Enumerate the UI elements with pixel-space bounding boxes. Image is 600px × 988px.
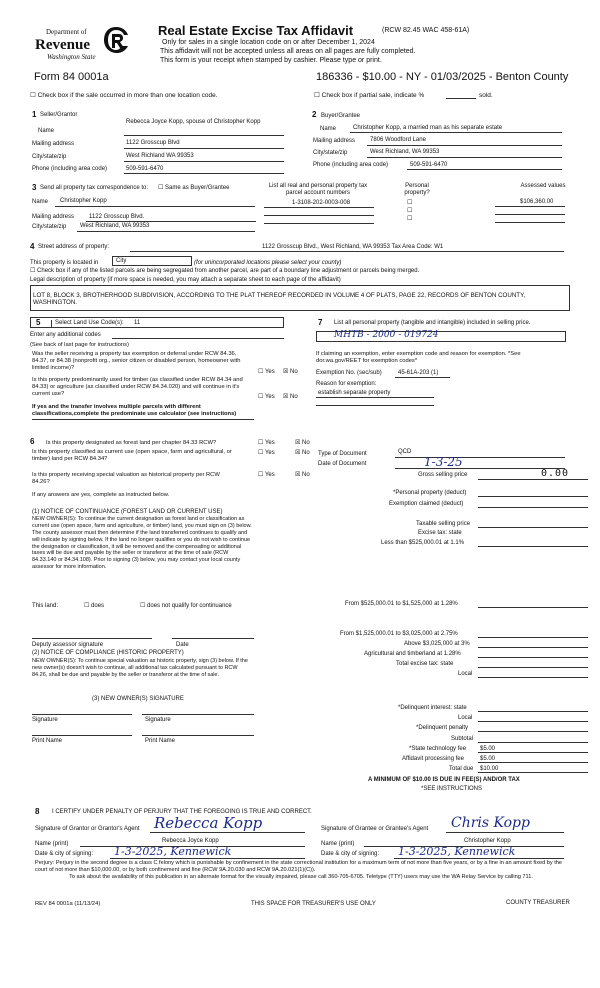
- q1-yes-checkbox[interactable]: ☐ Yes: [258, 369, 275, 375]
- section-6-number: 6: [30, 437, 35, 446]
- total-due[interactable]: $10.00: [480, 766, 499, 772]
- grantee-signature-line: [446, 832, 564, 833]
- assessed-line-2: [495, 214, 565, 215]
- total-due-label: Total due: [449, 766, 474, 772]
- revenue-emblem-icon: [102, 25, 130, 55]
- same-as-buyer-checkbox[interactable]: ☐ Same as Buyer/Grantee: [158, 185, 230, 191]
- exemption-number[interactable]: 45-61A-203 (1): [398, 370, 439, 376]
- grantor-name-label: Name (print): [35, 841, 69, 847]
- seller-address[interactable]: 1122 Grosscup Blvd: [126, 140, 180, 146]
- document-date-label: Date of Document: [318, 461, 367, 467]
- answers-note: If any answers are yes, complete as instructed below.: [32, 492, 170, 498]
- exemption-number-line: [395, 377, 450, 378]
- reason-label: Reason for exemption:: [316, 381, 377, 387]
- street-address[interactable]: 1122 Grosscup Blvd., West Richland, WA 99353 Tax Area Code: W1: [262, 244, 444, 250]
- land-use-label: Select Land Use Code(s):: [51, 320, 124, 327]
- bracket-3-line[interactable]: [478, 637, 588, 638]
- exemption-deduct-label: Exemption claimed (deduct): [389, 501, 464, 507]
- historic-question: Is this property receiving special valuation as historical property per RCW 84.26?: [32, 472, 220, 485]
- current-use-yes-checkbox[interactable]: ☐ Yes: [258, 450, 275, 456]
- bracket-2-line[interactable]: [478, 607, 588, 608]
- logo-line-1: Department of: [46, 28, 87, 36]
- local-line[interactable]: [478, 677, 588, 678]
- q2-yes-label: Yes: [264, 394, 275, 400]
- county-treasurer-label: COUNTY TREASURER: [506, 900, 570, 906]
- buyer-name-line: [350, 132, 562, 133]
- corr-name-label: Name: [32, 199, 49, 205]
- q1-no-label: No: [290, 369, 298, 375]
- recording-stamp: 186336 - $10.00 - NY - 01/03/2025 - Benton County: [316, 71, 569, 83]
- seller-name-line: [124, 135, 284, 136]
- owner-signature-label-1: Signature: [32, 717, 58, 723]
- logo-line-2: Revenue: [35, 37, 90, 53]
- section-5-number: 5: [36, 318, 41, 327]
- located-label: This property is located in: [30, 260, 99, 266]
- subtotal-label: Subtotal: [451, 736, 474, 742]
- forest-yes-checkbox[interactable]: ☐ Yes: [258, 440, 275, 446]
- perjury-notice: Perjury: Perjury in the second degree is a class C felony which is punishable by confinement in the state correctional institution for a maximum term of not more than five years, or by a fine in an amount fixed by the court of not more than $10,000.00, or by both confinement and fine (RCW 9A.20.030 and RCW 9A.20.021(1)(C)).: [35, 860, 563, 873]
- historic-yes-checkbox[interactable]: ☐ Yes: [258, 472, 275, 478]
- dor-logo: [30, 24, 130, 68]
- bracket-3-label: From $1,525,000.01 to $3,025,000 at 2.75%: [340, 631, 458, 637]
- seller-addr-line: [124, 148, 284, 149]
- bracket-2-label: From $525,000.01 to $1,525,000 at 1.28%: [345, 601, 458, 607]
- subtotal-line[interactable]: [478, 742, 588, 743]
- segregated-checkbox[interactable]: ☐ Check box if any of the listed parcels are being segregated from another parcel, are part of a boundary line adjustment or parcels being merged.: [30, 268, 420, 274]
- subtitle-1: Only for sales in a single location code on or after December 1, 2024: [162, 39, 375, 46]
- document-date-line: [395, 468, 565, 469]
- current-use-no-label: No: [302, 450, 310, 456]
- section-2-number: 2: [312, 110, 317, 119]
- tech-fee-label: *State technology fee: [409, 746, 467, 752]
- agricultural-line[interactable]: [478, 657, 588, 658]
- sold-label: sold.: [479, 92, 493, 99]
- grantor-signature[interactable]: Rebecca Kopp: [154, 814, 263, 832]
- land-does-label: does: [91, 603, 105, 609]
- q2-no-label: No: [290, 394, 298, 400]
- parcel-line-1: [264, 207, 374, 208]
- minimum-due-note: A MINIMUM OF $10.00 IS DUE IN FEE(S) AND/OR TAX: [368, 777, 520, 783]
- grantor-date-line: [110, 858, 305, 859]
- deputy-signature-label: Deputy assessor signature: [32, 642, 104, 648]
- located-note: (for unincorporated locations please select your county): [194, 260, 342, 266]
- personal-deduct-label: *Personal property (deduct): [393, 490, 467, 496]
- personal-checkbox-2[interactable]: ☐: [407, 208, 413, 214]
- forest-question: Is this property designated as forest land per chapter 84.33 RCW?: [46, 440, 217, 446]
- buyer-address[interactable]: 7806 Woodford Lane: [370, 137, 426, 143]
- processing-fee[interactable]: $5.00: [480, 756, 496, 762]
- grantee-date-city[interactable]: 1-3-2025, Kennewick: [398, 845, 516, 858]
- buyer-name-label: Name: [320, 126, 337, 132]
- form-revision: REV 84 0001a (11/13/24): [35, 901, 101, 907]
- section-8-number: 8: [35, 807, 40, 816]
- delinquent-penalty-line[interactable]: [478, 731, 588, 732]
- notice-continuance-title: (1) NOTICE OF CONTINUANCE (FOREST LAND OR CURRENT USE): [32, 509, 223, 515]
- delinquent-state-line[interactable]: [478, 711, 588, 712]
- processing-fee-label: Affidavit processing fee: [402, 756, 464, 762]
- grantor-date-city[interactable]: 1-3-2025, Kennewick: [114, 845, 232, 858]
- buyer-city[interactable]: West Richland, WA 99353: [370, 149, 440, 155]
- owner-print-label-1: Print Name: [32, 738, 63, 744]
- see-back-note: (See back of last page for instructions): [30, 342, 129, 348]
- exemption-deduct-line[interactable]: [478, 507, 588, 508]
- agricultural-label: Agricultural and timberland at 1.28%: [364, 651, 461, 657]
- additional-codes-label: Enter any additional codes: [30, 332, 101, 338]
- grantor-signature-label: Signature of Grantor or Grantor's Agent: [35, 826, 140, 832]
- total-state-line[interactable]: [478, 667, 588, 668]
- legal-description[interactable]: LOT 8, BLOCK 3, BROTHERHOOD SUBDIVISION, ACCORDING TO THE PLAT THEREOF RECORDED IN VOLUME 4 OF PLATS, PAGE 22, RECORDS OF BENTON COUNTY, WASHINGTON.: [30, 285, 570, 311]
- assessed-line-3: [495, 222, 565, 223]
- local-label: Local: [458, 671, 473, 677]
- buyer-name[interactable]: Christopher Kopp, a married man as his separate estate: [353, 125, 503, 131]
- seller-name-label: Name: [38, 128, 55, 134]
- location-value: City: [116, 258, 127, 264]
- land-does-not-checkbox[interactable]: ☐ does not qualify for continuance: [140, 603, 232, 609]
- parcel-header: List all real and personal property tax parcel account numbers: [268, 183, 368, 197]
- tech-fee-line: [478, 752, 588, 753]
- assessed-line-1: [495, 206, 565, 207]
- section-7-number: 7: [318, 318, 323, 327]
- grantee-date-label: Date & city of signing:: [321, 851, 380, 857]
- bracket-1-label: Less than $525,000.01 at 1.1%: [381, 540, 465, 546]
- corr-addr-line: [86, 221, 256, 222]
- grantee-signature[interactable]: Chris Kopp: [451, 815, 530, 831]
- partial-percent-field[interactable]: [446, 91, 476, 99]
- personal-checkbox-1[interactable]: ☐: [407, 200, 413, 206]
- document-date[interactable]: 1-3-25: [424, 455, 463, 469]
- corr-city-label: City/state/zip: [32, 224, 67, 230]
- grantee-date-line: [394, 858, 564, 859]
- grantor-date-label: Date & city of signing:: [35, 851, 94, 857]
- corr-addr-label: Mailing address: [32, 214, 75, 220]
- processing-fee-line: [478, 762, 588, 763]
- q1-no-checkbox[interactable]: ☒ No: [283, 369, 298, 375]
- accessibility-notice: To ask about the availability of this publication in an alternate format for the visually impaired, please call 360-705-6705. Teletype (TTY) users may use the WA Relay Service by calling 711.: [69, 874, 533, 880]
- notice-compliance-text: NEW OWNER(S): To continue special valuation as historic property, sign (3) below. If the new owner(s) doesn't wish to continue, all additional tax calculated pursuant to RCW 84.26, shall be due and payable by the seller or transferor at the time of sale.: [32, 658, 248, 678]
- document-type-line: [395, 457, 565, 458]
- multiple-parcels-note: If yes and the transfer involves multiple parcels with different classifications,complete the predominate use calculator (see instructions): [32, 404, 254, 420]
- form-citation: (RCW 82.45 WAC 458-61A): [382, 27, 470, 34]
- subtitle-2: This affidavit will not be accepted unless all areas on all pages are fully completed.: [160, 48, 416, 55]
- owner-signature-line-2[interactable]: [142, 714, 254, 715]
- reason-value[interactable]: establish separate property: [318, 390, 391, 396]
- partial-sale-label: Check box if partial sale, indicate %: [321, 92, 425, 99]
- parcel-line-3: [264, 223, 374, 224]
- land-does-not-label: does not qualify for continuance: [147, 603, 232, 609]
- segregated-label: Check box if any of the listed parcels are being segregated from another parcel, are part of a boundary line adjustment or parcels being merged.: [37, 268, 420, 274]
- grantor-name[interactable]: Rebecca Joyce Kopp: [162, 838, 219, 844]
- owner-signature-label-2: Signature: [145, 717, 171, 723]
- multi-location-checkbox[interactable]: ☐ Check box if the sale occurred in more than one location code.: [30, 92, 218, 99]
- seller-phone[interactable]: 509-591-6470: [126, 166, 164, 172]
- grantor-signature-line: [150, 832, 305, 833]
- partial-sale-checkbox[interactable]: ☐ Check box if partial sale, indicate %: [314, 92, 425, 99]
- grantee-signature-label: Signature of Grantee or Grantee's Agent: [321, 826, 429, 832]
- bracket-4-label: Above $3,025,000 at 3%: [404, 641, 470, 647]
- bracket-4-line[interactable]: [478, 647, 588, 648]
- exemption-number-label: Exemption No. (sec/sub): [316, 370, 382, 376]
- q1-yes-label: Yes: [264, 369, 275, 375]
- delinquent-local-label: Local: [458, 715, 473, 721]
- seller-city-label: City/state/zip: [32, 154, 67, 160]
- land-does-checkbox[interactable]: ☐ does: [84, 603, 105, 609]
- gross-price-label: Gross selling price: [418, 472, 468, 478]
- document-type-label: Type of Document: [318, 451, 367, 457]
- reason-line-2: [316, 405, 434, 406]
- seller-name[interactable]: Rebecca Joyce Kopp, spouse of Christopher Kopp: [126, 119, 261, 125]
- personal-property-header: Personal property?: [404, 183, 430, 197]
- grantee-name[interactable]: Christopher Kopp: [464, 838, 511, 844]
- buyer-addr-line: [367, 145, 562, 146]
- taxable-price-label: Taxable selling price: [416, 521, 471, 527]
- owner-print-line-1[interactable]: [32, 735, 132, 736]
- corr-name[interactable]: Christopher Kopp: [60, 198, 107, 204]
- deputy-date-line[interactable]: [172, 638, 254, 639]
- treasurer-space-label: THIS SPACE FOR TREASURER'S USE ONLY: [251, 901, 376, 907]
- buyer-addr-label: Mailing address: [313, 138, 356, 144]
- multi-location-label: Check box if the sale occurred in more than one location code.: [37, 92, 218, 99]
- street-address-label: Street address of property:: [38, 244, 110, 250]
- owner-print-line-2[interactable]: [142, 735, 254, 736]
- land-use-code: 11: [134, 320, 141, 326]
- tech-fee[interactable]: $5.00: [480, 746, 496, 752]
- personal-checkbox-3[interactable]: ☐: [407, 216, 413, 222]
- buyer-title: Buyer/Grantee: [321, 113, 361, 119]
- current-use-question: Is this property classified as current use (open space, farm and agricultural, or timber) land per RCW 84.34?: [32, 449, 232, 462]
- q2-no-checkbox[interactable]: ☒ No: [283, 394, 298, 400]
- same-as-buyer-label: Same as Buyer/Grantee: [165, 185, 230, 191]
- current-use-yes-label: Yes: [264, 450, 275, 456]
- buyer-phone-line: [407, 169, 562, 170]
- notice-compliance-title: (2) NOTICE OF COMPLIANCE (HISTORIC PROPERTY): [32, 650, 184, 656]
- forest-no-checkbox[interactable]: ☒ No: [295, 440, 310, 446]
- seller-city[interactable]: West Richland WA 99353: [126, 153, 194, 159]
- owner-print-label-2: Print Name: [145, 738, 176, 744]
- form-number: Form 84 0001a: [34, 71, 109, 83]
- excise-state-label: Excise tax: state: [418, 530, 462, 536]
- grantee-name-label: Name (print): [321, 841, 355, 847]
- q2-yes-checkbox[interactable]: ☐ Yes: [258, 394, 275, 400]
- seller-phone-line: [124, 173, 284, 174]
- delinquent-penalty-label: *Delinquent penalty: [416, 725, 469, 731]
- seller-addr-label: Mailing address: [32, 141, 75, 147]
- current-use-no-checkbox[interactable]: ☒ No: [295, 450, 310, 456]
- section-3-number: 3: [32, 183, 37, 192]
- section-1-number: 1: [32, 110, 37, 119]
- additional-codes-line[interactable]: [112, 338, 284, 339]
- deputy-date-label: Date: [176, 642, 189, 648]
- buyer-city-line: [367, 157, 562, 158]
- historic-no-checkbox[interactable]: ☒ No: [295, 472, 310, 478]
- claim-exemption-text: If claiming an exemption, enter exemption code and reason for exemption. *See dor.wa.gov/REET for exemption codes*: [316, 351, 521, 364]
- owner-signature-line-1[interactable]: [32, 714, 132, 715]
- timber-question: Is this property predominantly used for timber (as classified under RCW 84.34 and 84.33) or agriculture (as classified under RCW 84.34.020) and will continue in it's current use?: [32, 377, 243, 397]
- total-due-line: [478, 772, 588, 773]
- parcel-number[interactable]: 1-3108-202-0003-008: [292, 200, 351, 206]
- street-address-line: [130, 251, 564, 252]
- seller-phone-label: Phone (including area code): [32, 166, 108, 172]
- total-state-label: Total excise tax: state: [396, 661, 454, 667]
- seller-title: Seller/Grantor: [40, 112, 78, 118]
- forest-no-label: No: [302, 440, 310, 446]
- personal-deduct-line[interactable]: [478, 496, 588, 497]
- gross-price[interactable]: 0.00: [541, 468, 570, 479]
- historic-yes-label: Yes: [264, 472, 275, 478]
- parcel-line-2: [264, 215, 374, 216]
- location-select[interactable]: [112, 256, 192, 266]
- bracket-1-line[interactable]: [478, 546, 588, 547]
- correspondence-label: Send all property tax correspondence to:: [40, 185, 149, 191]
- logo-line-3: Washington State: [47, 53, 96, 61]
- reason-line-1: [316, 397, 434, 398]
- certify-statement: I CERTIFY UNDER PENALTY OF PERJURY THAT THE FOREGOING IS TRUE AND CORRECT.: [52, 809, 312, 815]
- document-type[interactable]: QCD: [398, 449, 412, 455]
- new-owner-signature-title: (3) NEW OWNER(S) SIGNATURE: [92, 696, 184, 702]
- exemption-question: Was the seller receiving a property tax exemption or deferral under RCW 84.36, 84.37, or 84.38 (nonprofit org., senior citizen or disabled person, homeowner with limited income)?: [32, 351, 241, 371]
- legal-label: Legal description of property (if more space is needed, you may attach a separate sheet to each page of the affidavit): [30, 277, 341, 283]
- buyer-phone[interactable]: 509-591-6470: [410, 162, 448, 168]
- historic-no-label: No: [302, 472, 310, 478]
- subtitle-3: This form is your receipt when stamped by cashier. Please type or print.: [160, 57, 382, 64]
- form-title: Real Estate Excise Tax Affidavit: [158, 23, 354, 38]
- this-land-label: This land:: [32, 603, 59, 609]
- buyer-city-label: City/state/zip: [313, 150, 348, 156]
- notice-continuance-text: NEW OWNER(S): To continue the current designation as forest land or classification as current use (open space, farm and agriculture, or timber) land, you must sign on (3) below. The county assessor must then determine if the land transferred continues to qualify and will indicate by signing below. If the land no longer qualifies or you do not wish to continue the designation or classification, it will be removed and the compensating or additional taxes will be due and payable by the seller or transferor at the time of sale (RCW 84.33.140 or 84.34.108). Prior to signing (3) below, you may contact your local county assessor for more information.: [32, 516, 252, 571]
- assessed-value[interactable]: $106,360.00: [520, 199, 554, 205]
- assessed-header: Assessed values: [520, 183, 566, 189]
- seller-city-line: [124, 161, 284, 162]
- gross-price-line: [478, 479, 588, 480]
- buyer-phone-label: Phone (including area code): [313, 162, 389, 168]
- delinquent-state-label: *Delinquent interest: state: [398, 705, 467, 711]
- see-instructions-note: *SEE INSTRUCTIONS: [421, 786, 483, 792]
- personal-property-label: List all personal property (tangible and intangible) included in selling price.: [334, 320, 531, 326]
- corr-city-line: [77, 231, 255, 232]
- corr-name-line: [55, 206, 255, 207]
- corr-address[interactable]: 1122 Grosscup Blvd.: [89, 214, 145, 220]
- forest-yes-label: Yes: [264, 440, 275, 446]
- delinquent-local-line[interactable]: [478, 721, 588, 722]
- personal-property-value: MHTB - 2000 - 019724: [334, 330, 439, 340]
- taxable-price-line[interactable]: [478, 527, 588, 528]
- deputy-signature-line[interactable]: [32, 638, 152, 639]
- section-4-number: 4: [30, 242, 35, 251]
- corr-city[interactable]: West Richland, WA 99353: [80, 223, 150, 229]
